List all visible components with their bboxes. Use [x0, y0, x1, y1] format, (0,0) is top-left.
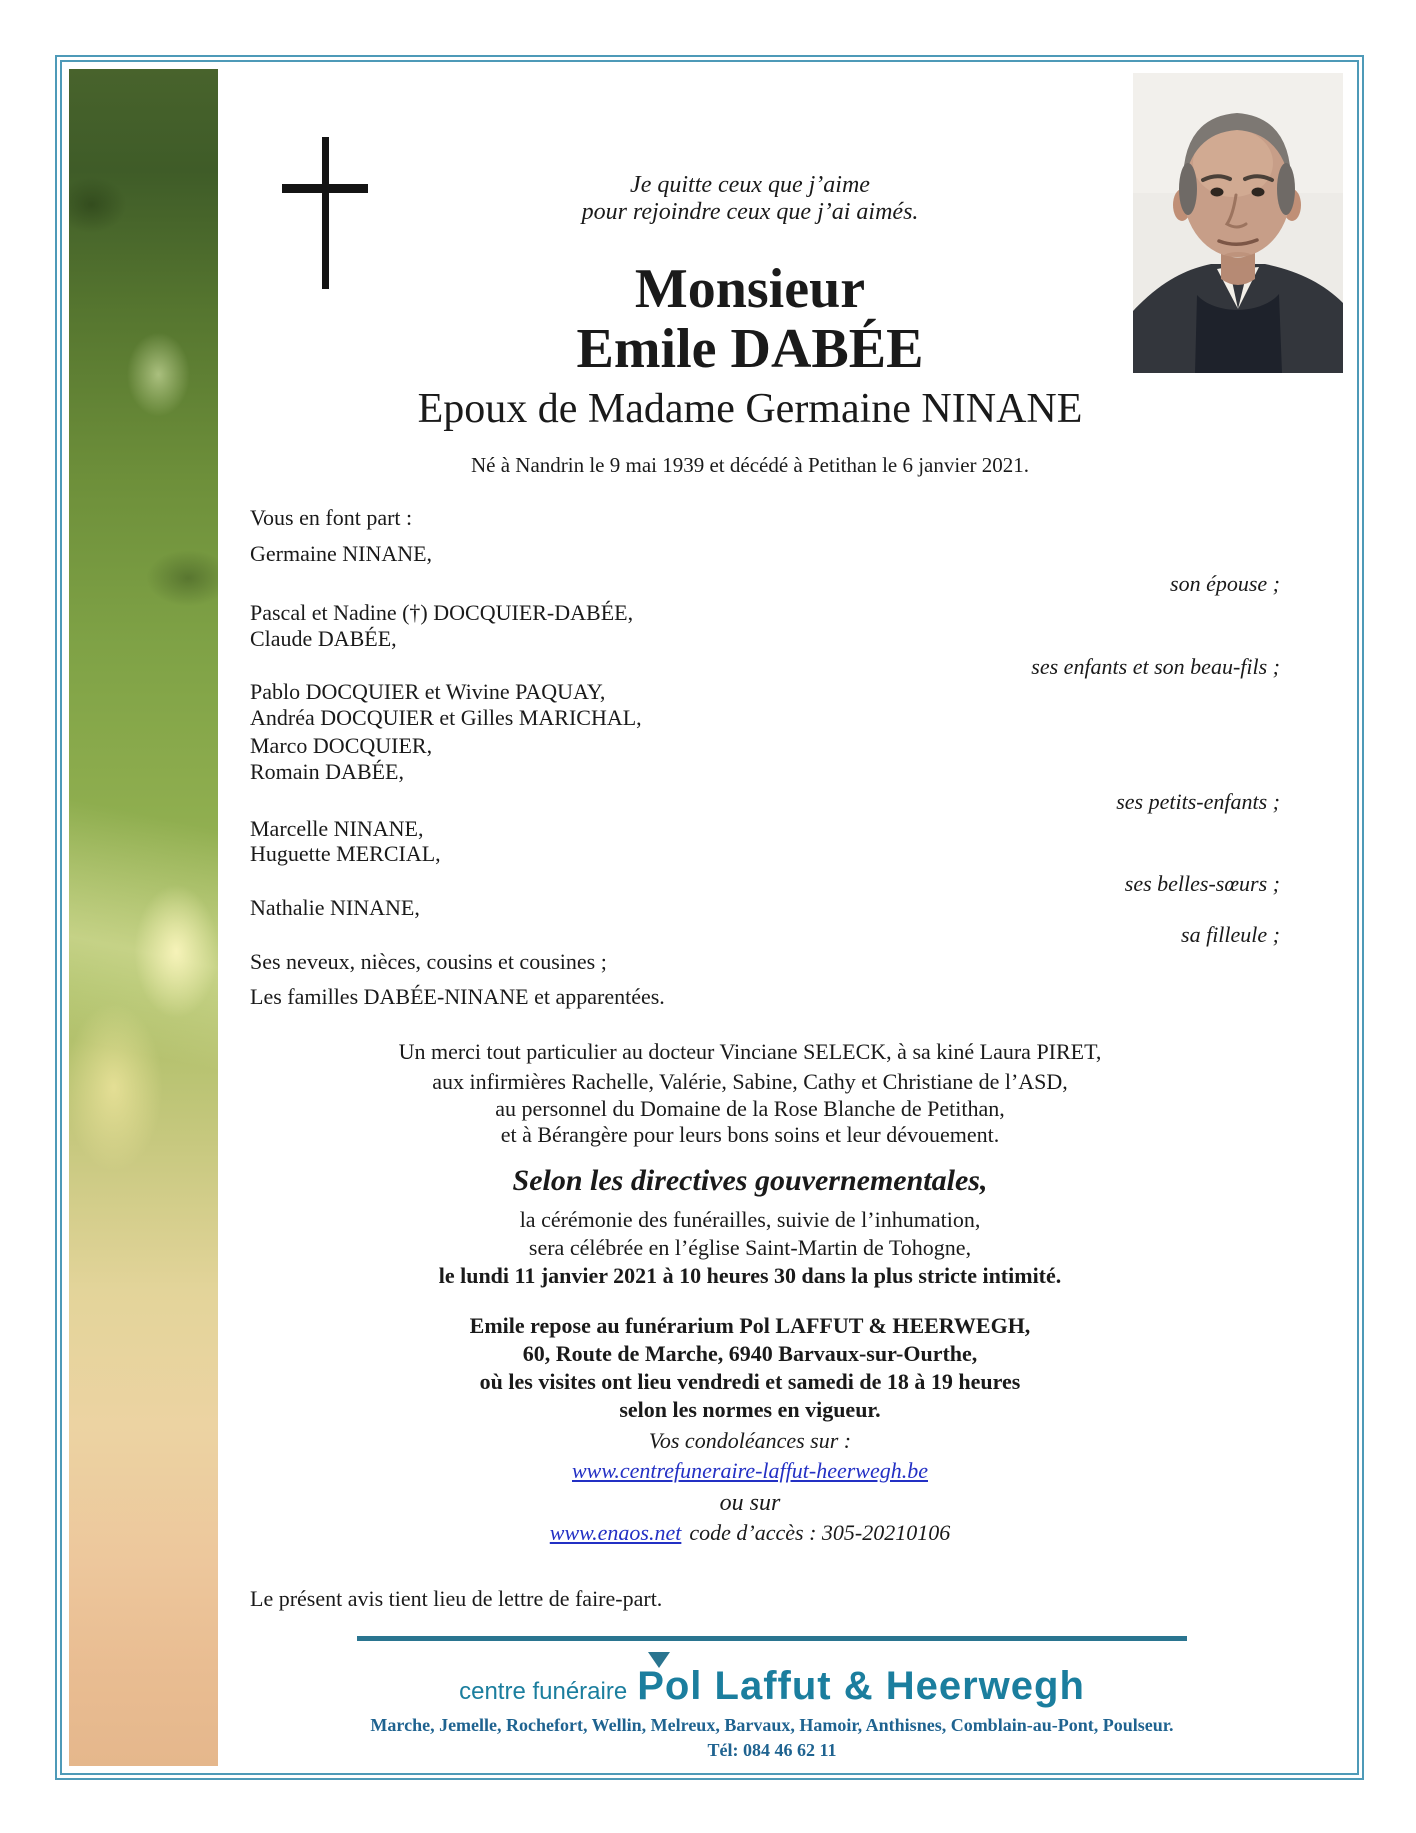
family-name: Marcelle NINANE,	[250, 816, 424, 841]
ceremony-line: sera célébrée en l’église Saint-Martin de Tohogne,	[528, 1235, 972, 1260]
family-role: son épouse ;	[1170, 571, 1280, 596]
family-name: Germaine NINANE,	[250, 541, 433, 566]
family-name: Ses neveux, nièces, cousins et cousines ;	[250, 949, 607, 974]
spouse-line: Epoux de Madame Germaine NINANE	[417, 386, 1083, 432]
family-name: Romain DABÉE,	[250, 759, 404, 784]
closing-line: Le présent avis tient lieu de lettre de faire-part.	[250, 1586, 663, 1611]
family-name: Pascal et Nadine (†) DOCQUIER-DABÉE,	[250, 600, 634, 625]
family-role: ses petits-enfants ;	[1116, 789, 1280, 814]
deceased-title-prefix: Monsieur	[634, 258, 866, 320]
family-name: Nathalie NINANE,	[250, 895, 420, 920]
thanks-line: aux infirmières Rachelle, Valérie, Sabine, Cathy et Christiane de l’ASD,	[432, 1069, 1068, 1094]
deceased-name: Emile DABÉE	[576, 318, 924, 380]
condolences-link-1-anchor[interactable]: www.centrefuneraire-laffut-heerwegh.be	[572, 1458, 928, 1483]
footer-separator-line	[357, 1636, 1187, 1641]
brand-name: Pol Laffut & Heerwegh	[637, 1664, 1085, 1708]
thanks-line: au personnel du Domaine de la Rose Blanche de Petithan,	[495, 1096, 1005, 1121]
funeral-home-brand	[272, 1664, 1272, 1709]
repose-line: Emile repose au funérarium Pol LAFFUT & HEERWEGH,	[469, 1313, 1031, 1338]
epitaph-line-2: pour rejoindre ceux que j’ai aimés.	[581, 199, 919, 225]
family-name: Andréa DOCQUIER et Gilles MARICHAL,	[250, 705, 642, 730]
ceremony-date-line: le lundi 11 janvier 2021 à 10 heures 30 dans la plus stricte intimité.	[438, 1263, 1062, 1288]
thanks-line: Un merci tout particulier au docteur Vinciane SELECK, à sa kiné Laura PIRET,	[398, 1039, 1102, 1064]
repose-line: 60, Route de Marche, 6940 Barvaux-sur-Ourthe,	[522, 1341, 978, 1366]
repose-line: selon les normes en vigueur.	[619, 1397, 881, 1422]
footer-towns: Marche, Jemelle, Rochefort, Wellin, Melreux, Barvaux, Hamoir, Anthisnes, Comblain-au-Pont, Poulseur.	[370, 1715, 1174, 1735]
family-name: Pablo DOCQUIER et Wivine PAQUAY,	[250, 679, 606, 704]
brand-prefix: centre funéraire	[459, 1678, 628, 1705]
condolences-link-2-line	[250, 1520, 1250, 1546]
family-name: Marco DOCQUIER,	[250, 733, 433, 758]
family-name: Les familles DABÉE-NINANE et apparentées.	[250, 984, 665, 1009]
family-name: Claude DABÉE,	[250, 626, 397, 651]
family-role: ses enfants et son beau-fils ;	[1031, 654, 1280, 679]
condolences-link-1	[250, 1458, 1250, 1484]
thanks-line: et à Bérangère pour leurs bons soins et leur dévouement.	[500, 1122, 1000, 1147]
family-name: Huguette MERCIAL,	[250, 841, 441, 866]
repose-line: où les visites ont lieu vendredi et samedi de 18 à 19 heures	[479, 1369, 1021, 1394]
family-role: ses belles-sœurs ;	[1124, 871, 1280, 896]
ceremony-heading: Selon les directives gouvernementales,	[512, 1164, 988, 1197]
life-dates: Né à Nandrin le 9 mai 1939 et décédé à Petithan le 6 janvier 2021.	[470, 453, 1030, 477]
condolences-link-2-anchor[interactable]: www.enaos.net	[549, 1520, 682, 1545]
family-role: sa filleule ;	[1181, 922, 1280, 947]
condolences-separator: ou sur	[719, 1490, 781, 1516]
access-code: code d’accès : 305-20210106	[689, 1520, 951, 1545]
forest-path-photo	[69, 69, 218, 1766]
footer-phone: Tél: 084 46 62 11	[707, 1740, 837, 1760]
epitaph-line-1: Je quitte ceux que j’aime	[630, 172, 870, 198]
condolences-label: Vos condoléances sur :	[648, 1428, 852, 1453]
announcement-intro: Vous en font part :	[250, 505, 413, 530]
ceremony-line: la cérémonie des funérailles, suivie de l’inhumation,	[519, 1207, 981, 1232]
